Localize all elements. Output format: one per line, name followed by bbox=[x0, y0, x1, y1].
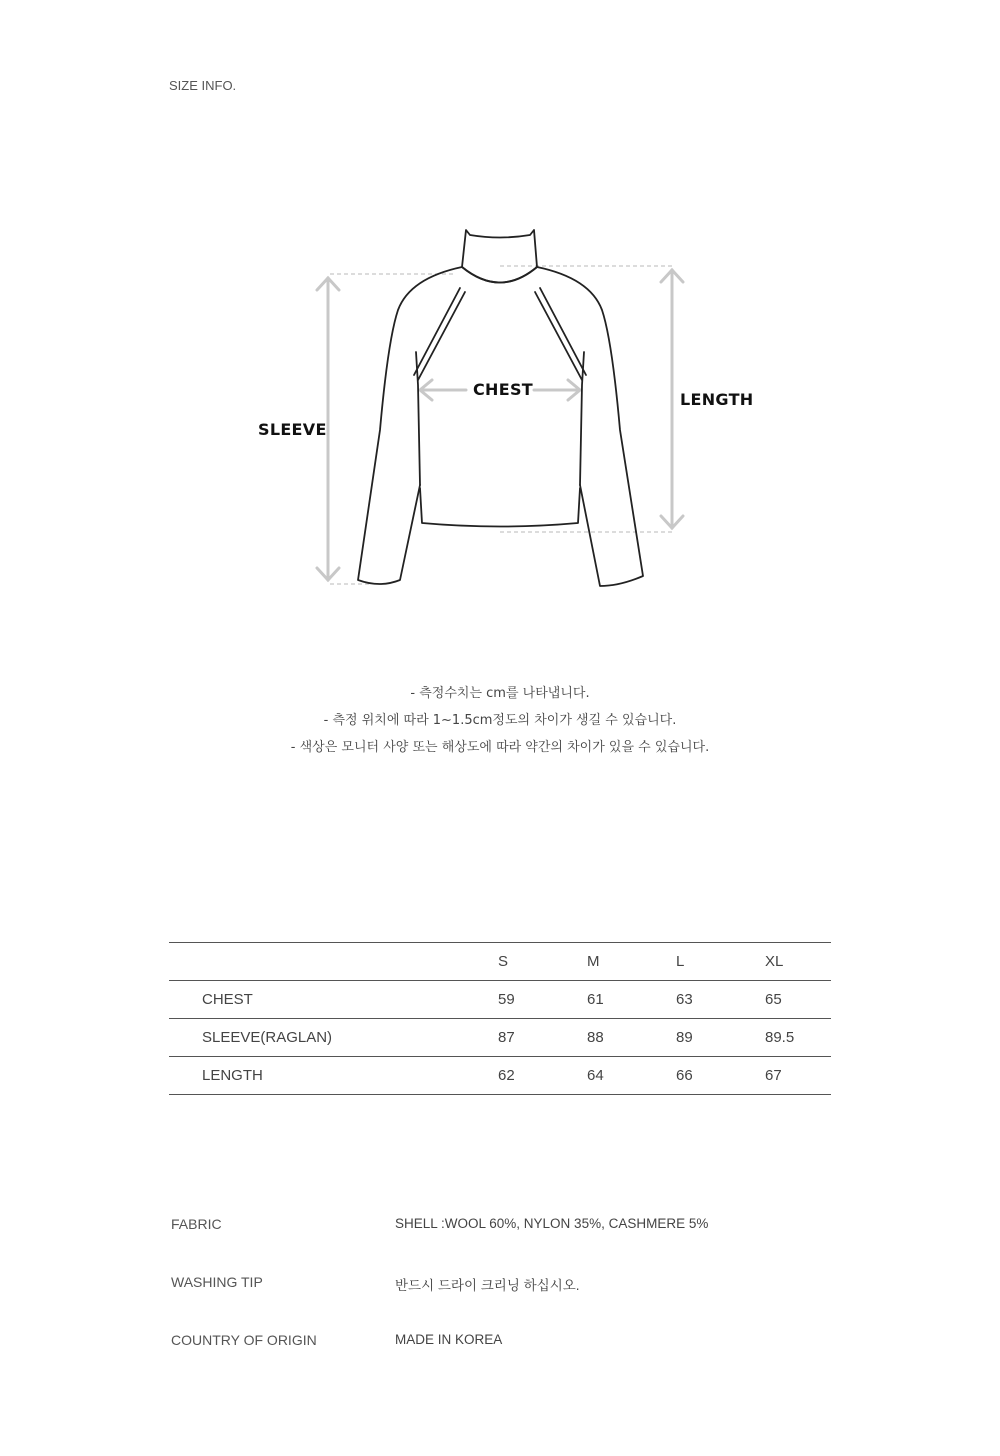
table-cell: 66 bbox=[676, 1067, 693, 1084]
note-line: - 색상은 모니터 사양 또는 해상도에 따라 약간의 차이가 있을 수 있습니다. bbox=[290, 740, 710, 755]
info-key: WASHING TIP bbox=[171, 1274, 263, 1290]
table-cell: 65 bbox=[765, 991, 782, 1008]
info-value: SHELL :WOOL 60%, NYLON 35%, CASHMERE 5% bbox=[395, 1216, 709, 1231]
table-cell: 59 bbox=[498, 991, 515, 1008]
header-blank bbox=[169, 943, 498, 981]
table-cell: 61 bbox=[587, 991, 604, 1008]
measurement-notes bbox=[0, 680, 1000, 761]
table-row bbox=[169, 981, 831, 1019]
table-cell: 89.5 bbox=[765, 1029, 795, 1046]
column-header: L bbox=[676, 953, 685, 970]
column-header: S bbox=[498, 953, 509, 970]
column-header: XL bbox=[765, 953, 784, 970]
info-key: FABRIC bbox=[171, 1216, 222, 1232]
table-row bbox=[169, 1019, 831, 1057]
row-label: LENGTH bbox=[202, 1067, 263, 1084]
info-value: MADE IN KOREA bbox=[395, 1332, 503, 1347]
garment-diagram bbox=[0, 200, 1000, 620]
note-line: - 측정 위치에 따라 1~1.5cm정도의 차이가 생길 수 있습니다. bbox=[323, 713, 677, 728]
table-cell: 88 bbox=[587, 1029, 604, 1046]
sweater-outline-illustration bbox=[0, 200, 1000, 620]
chest-label: CHEST bbox=[473, 380, 533, 399]
row-label: CHEST bbox=[202, 991, 253, 1008]
table-cell: 63 bbox=[676, 991, 693, 1008]
info-value: 반드시 드라이 크리닝 하십시오. bbox=[395, 1278, 580, 1293]
sleeve-label: SLEEVE bbox=[258, 420, 327, 439]
table-cell: 89 bbox=[676, 1029, 693, 1046]
length-label: LENGTH bbox=[680, 390, 754, 409]
column-header: M bbox=[587, 953, 600, 970]
row-label: SLEEVE(RAGLAN) bbox=[202, 1029, 333, 1046]
table-cell: 87 bbox=[498, 1029, 515, 1046]
info-key: COUNTRY OF ORIGIN bbox=[171, 1332, 317, 1348]
size-table bbox=[169, 942, 831, 1095]
table-cell: 64 bbox=[587, 1067, 604, 1084]
table-row bbox=[169, 1057, 831, 1095]
size-table-header bbox=[169, 943, 831, 981]
table-cell: 62 bbox=[498, 1067, 515, 1084]
note-line: - 측정수치는 cm를 나타냅니다. bbox=[410, 686, 590, 701]
table-cell: 67 bbox=[765, 1067, 782, 1084]
section-title: SIZE INFO. bbox=[169, 78, 237, 93]
